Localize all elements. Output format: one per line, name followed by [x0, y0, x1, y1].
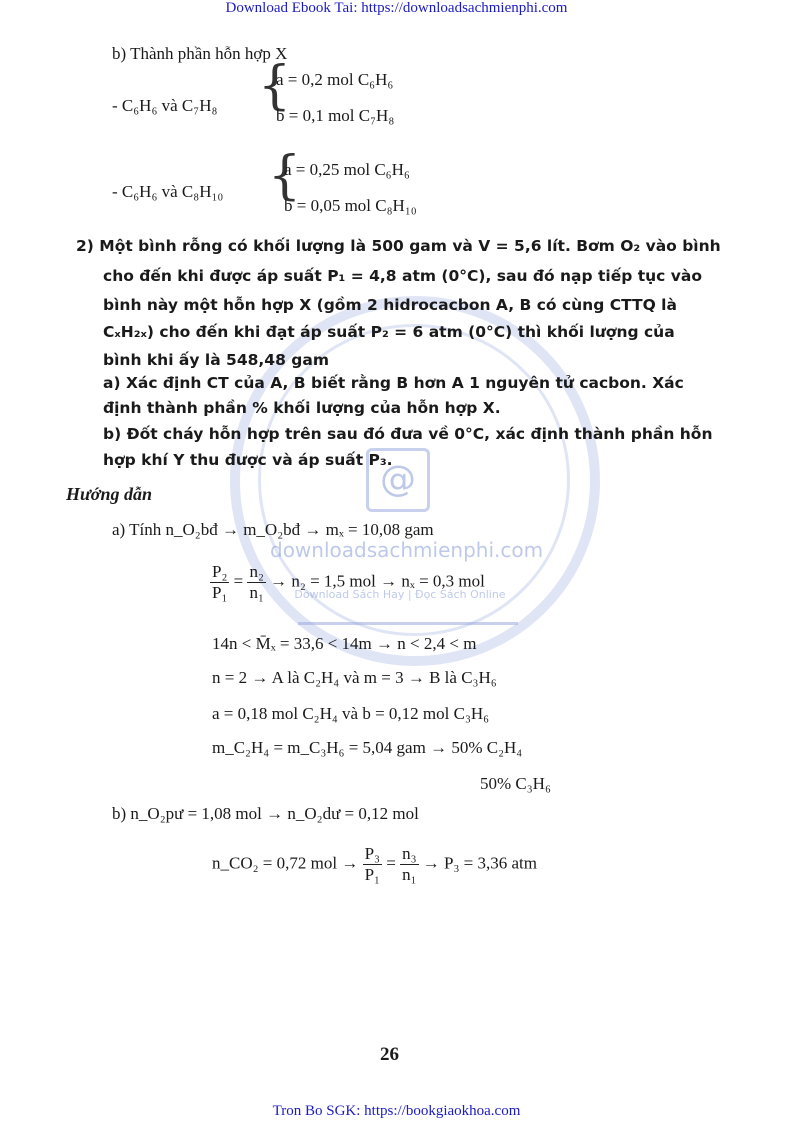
solution-b-line-2: n_CO₂ = 0,72 mol → $\frac{\text{P₃}}{\text{P₁}}$ = $\frac{\text{n₃}}{\text{n₁}}$ → P₃ = 3,36 atm — [212, 844, 537, 884]
pair2-line-b: b = 0,05 mol C₈H₁₀ — [284, 196, 417, 215]
problem-line-9: hợp khí Y thu được và áp suất P₃. — [103, 451, 393, 469]
fraction-p3-p1 — [363, 844, 382, 885]
pair2-line-a: a = 0,25 mol C₆H₆ — [284, 160, 410, 179]
solution-b-line-1: b) n_O₂pư = 1,08 mol → n_O₂dư = 0,12 mol — [112, 804, 419, 823]
frac-denominator: P₁ — [212, 583, 228, 602]
solution-a-line-2: $\frac{\text{P₂}}{\text{P₁}}$ = $\frac{\text{n₂}}{\text{n₁}}$ → n₂ = 1,5 mol → nₓ = 0,3 mol — [212, 562, 485, 602]
ebook-at-icon: @ — [366, 448, 430, 512]
problem-line-4: CₓH₂ₓ) cho đến khi đạt áp suất P₂ = 6 atm (0°C) thì khối lượng của — [103, 323, 675, 341]
solution-a-line-3: 14n < M̄ₓ = 33,6 < 14m → n < 2,4 < m — [212, 634, 477, 653]
solution-a-line-2-rest: → n₂ = 1,5 mol → nₓ = 0,3 mol — [270, 571, 485, 591]
watermark-site: downloadsachmienphi.com — [270, 538, 544, 562]
page-number: 26 — [380, 1044, 399, 1065]
problem-line-8: b) Đốt cháy hỗn hợp trên sau đó đưa về 0°C, xác định thành phần hỗn — [103, 425, 713, 443]
pair2-label: - C₆H₆ và C₈H₁₀ — [112, 182, 224, 201]
fraction-n2-n1 — [247, 562, 265, 603]
frac-numerator: P₂ — [212, 562, 228, 581]
frac-numerator: n₂ — [249, 562, 264, 581]
frac-denominator: P₁ — [364, 865, 380, 884]
pair2-brace: { — [268, 146, 302, 206]
frac-denominator: n₁ — [402, 865, 417, 884]
solution-a-line-1: a) Tính n_O₂bđ → m_O₂bđ → mₓ = 10,08 gam — [112, 520, 434, 539]
solution-a-line-7: 50% C₃H₆ — [480, 774, 551, 793]
frac-numerator: n₃ — [402, 844, 417, 863]
frac-numerator: P₃ — [364, 844, 380, 863]
problem-line-1: 2) Một bình rỗng có khối lượng là 500 gam và V = 5,6 lít. Bơm O₂ vào bình — [76, 237, 721, 255]
solution-a-line-6: m_C₂H₄ = m_C₃H₆ = 5,04 gam → 50% C₂H₄ — [212, 738, 523, 757]
solution-a-line-5: a = 0,18 mol C₂H₄ và b = 0,12 mol C₃H₆ — [212, 704, 490, 723]
problem-line-7: định thành phần % khối lượng của hỗn hợp X. — [103, 399, 501, 417]
problem-line-6: a) Xác định CT của A, B biết rằng B hơn A 1 nguyên tử cacbon. Xác — [103, 374, 684, 392]
header-download-link[interactable]: Download Ebook Tai: https://downloadsachmienphi.com — [225, 0, 568, 16]
solution-b-line-2-rest: → P₃ = 3,36 atm — [422, 853, 537, 873]
problem-line-5: bình khi ấy là 548,48 gam — [103, 351, 329, 369]
footer-sgk-link[interactable]: Tron Bo SGK: https://bookgiaokhoa.com — [272, 1103, 521, 1119]
problem-line-3: bình này một hỗn hợp X (gồm 2 hidrocacbon A, B có cùng CTTQ là — [103, 296, 677, 314]
problem-line-2: cho đến khi được áp suất P₁ = 4,8 atm (0°C), sau đó nạp tiếp tục vào — [103, 267, 702, 285]
guide-title: Hướng dẫn — [66, 484, 152, 504]
pair1-brace: { — [258, 56, 292, 116]
solution-a-line-4: n = 2 → A là C₂H₄ và m = 3 → B là C₃H₆ — [212, 668, 497, 687]
watermark-divider — [298, 622, 518, 625]
watermark-tagline: Download Sách Hay | Đọc Sách Online — [294, 588, 506, 601]
pair1-label: - C₆H₆ và C₇H₈ — [112, 96, 218, 115]
fraction-n3-n1 — [400, 844, 418, 885]
fraction-p2-p1 — [210, 562, 229, 603]
solution-b-line-2-pre: n_CO₂ = 0,72 mol → — [212, 853, 359, 873]
part-b-title: b) Thành phần hỗn hợp X — [112, 44, 288, 63]
pair1-line-b: b = 0,1 mol C₇H₈ — [276, 106, 395, 125]
frac-denominator: n₁ — [249, 583, 264, 602]
pair1-line-a: a = 0,2 mol C₆H₆ — [276, 70, 394, 89]
